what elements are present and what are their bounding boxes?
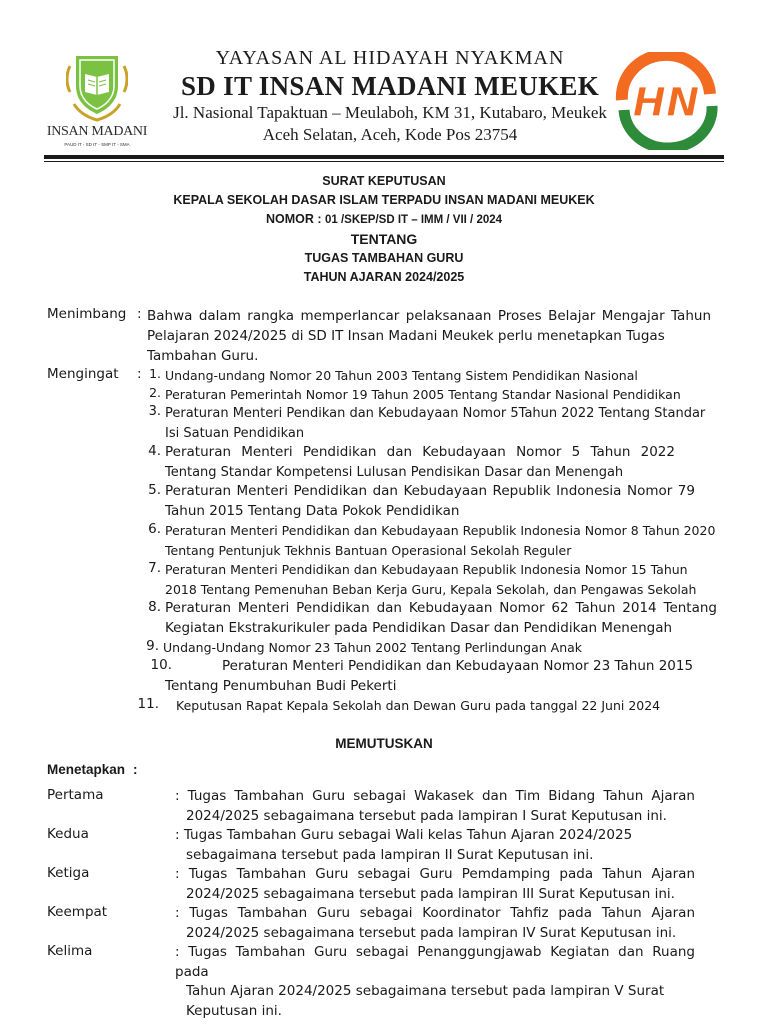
hn-logo-icon (608, 52, 724, 150)
list-item-text: Keputusan Rapat Kepala Sekolah dan Dewan Guru pada tanggal 22 Juni 2024 (176, 698, 661, 713)
list-item-number: 9. (146, 638, 159, 654)
list-item-number: 5. (148, 482, 161, 498)
decision-text: : Tugas Tambahan Guru sebagai Guru Pemdamping pada Tahun Ajaran 2024/2025 sebagaimana tersebut pada lampiran III Surat Keputusan ini. (175, 866, 695, 902)
list-item-number: 2. (149, 385, 161, 400)
list-item-text: Peraturan Menteri Pendidikan dan Kebudayaan Republik Indonesia Nomor 15 Tahun 2018 Tentang Pemenuhan Beban Kerja Guru, Kepala Sekolah, dan Pengawas Sekolah (165, 562, 697, 597)
list-item-number: 7. (148, 560, 161, 576)
letterhead-divider (44, 155, 724, 159)
list-item-text: Peraturan Menteri Pendidikan dan Kebudayaan Nomor 5 Tahun 2022 Tentang Standar Kompetensi Lulusan Pendisikan Dasar dan Menengah (165, 444, 675, 480)
letterhead (0, 0, 768, 170)
address-line-1: Jl. Nasional Tapaktuan – Meulaboh, KM 31, Kutabaro, Meukek (173, 103, 607, 122)
memutuskan-heading: MEMUTUSKAN (335, 736, 433, 751)
school-logo-left (44, 48, 156, 156)
list-item-number: 4. (148, 443, 161, 459)
nomor-value: 01 /SKEP/SD IT – IMM / VII / 2024 (324, 214, 503, 226)
menimbang-line-2: Pelajaran 2024/2025 di SD IT Insan Madani Meukek perlu menetapkan Tugas (147, 328, 665, 344)
decision-text: : Tugas Tambahan Guru sebagai Wakasek dan Tim Bidang Tahun Ajaran 2024/2025 sebagaimana tersebut pada lampiran I Surat Keputusan ini. (175, 788, 695, 824)
list-item-text: Peraturan Menteri Pendidikan dan Kebudayaan Nomor 62 Tahun 2014 Tentang Kegiatan Ekstrakurikuler pada Pendidikan Dasar dan Pendidikan Menengah (165, 600, 717, 636)
list-item-number: 6. (148, 521, 161, 537)
logo-left-text: INSAN MADANI (46, 124, 148, 139)
nomor-label: NOMOR : (265, 212, 325, 226)
address-line-2: Aceh Selatan, Aceh, Kode Pos 23754 (262, 125, 518, 144)
shield-book-icon (66, 48, 128, 122)
title-tentang: TENTANG (350, 231, 418, 247)
mengingat-label: Mengingat (47, 366, 119, 382)
list-item-text: Undang-undang Nomor 20 Tahun 2003 Tentang Sistem Pendidikan Nasional (165, 368, 638, 383)
menetapkan-label: Menetapkan : (47, 762, 138, 777)
list-item-text: Peraturan Menteri Pendidikan dan Kebudayaan Nomor 23 Tahun 2015 Tentang Penumbuhan Budi Pekerti (165, 658, 694, 694)
list-item-number: 8. (148, 599, 161, 615)
menimbang-line-1: Bahwa dalam rangka memperlancar pelaksanaan Proses Belajar Mengajar Tahun (147, 308, 711, 324)
foundation-name: YAYASAN AL HIDAYAH NYAKMAN (215, 47, 565, 69)
list-item-number: 11. (137, 696, 159, 712)
menimbang-colon: : (137, 306, 142, 322)
list-item-text: Peraturan Menteri Pendidikan dan Kebudayaan Republik Indonesia Nomor 79 Tahun 2015 Tentang Data Pokok Pendidikan (165, 483, 695, 519)
decision-label: Kelima (47, 943, 93, 959)
decision-label: Kedua (47, 826, 89, 842)
school-logo-right (608, 52, 724, 150)
list-item-text: Peraturan Pemerintah Nomor 19 Tahun 2005 Tentang Standar Nasional Pendidikan (165, 387, 681, 402)
title-line-1: SURAT KEPUTUSAN (322, 174, 446, 188)
decision-label: Ketiga (47, 865, 90, 881)
list-item-text: Peraturan Menteri Pendikan dan Kebudayaan Nomor 5Tahun 2022 Tentang Standar Isi Satuan Pendidikan (165, 406, 706, 441)
decision-text: : Tugas Tambahan Guru sebagai Penanggungjawab Kegiatan dan Ruang pada Tahun Ajaran 2024/2025 sebagaimana tersebut pada lampiran V Surat Keputusan ini. (175, 944, 695, 1019)
decision-text: : Tugas Tambahan Guru sebagai Koordinator Tahfiz pada Tahun Ajaran 2024/2025 sebagaimana tersebut pada lampiran IV Surat Keputusan ini. (175, 905, 695, 941)
title-year: TAHUN AJARAN 2024/2025 (303, 270, 465, 284)
list-item-number: 1. (149, 366, 161, 381)
decision-label: Keempat (47, 904, 108, 920)
title-line-2: KEPALA SEKOLAH DASAR ISLAM TERPADU INSAN MADANI MEUKEK (173, 193, 595, 207)
menimbang-text (147, 306, 711, 366)
school-name: SD IT INSAN MADANI MEUKEK (180, 71, 600, 101)
letterhead-text (160, 46, 620, 146)
menimbang-line-3: Tambahan Guru. (147, 348, 259, 364)
decision-label: Pertama (47, 787, 104, 803)
menimbang-label: Menimbang (47, 306, 127, 322)
list-item-text: Peraturan Menteri Pendidikan dan Kebudayaan Republik Indonesia Nomor 8 Tahun 2020 Tentang Pentunjuk Tekhnis Bantuan Operasional Sekolah Reguler (165, 523, 716, 558)
list-item-number: 10. (150, 657, 172, 673)
list-item-text: Undang-Undang Nomor 23 Tahun 2002 Tentang Perlindungan Anak (163, 640, 583, 655)
title-subject: TUGAS TAMBAHAN GURU (304, 251, 464, 265)
mengingat-colon: : (137, 366, 142, 382)
logo-left-subtext: PAUD IT - SD IT - SMP IT - SMA (64, 142, 130, 147)
decision-text: : Tugas Tambahan Guru sebagai Wali kelas Tahun Ajaran 2024/2025 sebagaimana tersebut pada lampiran II Surat Keputusan ini. (175, 827, 633, 863)
document-title (0, 172, 768, 287)
letterhead-divider-thin (44, 161, 724, 162)
list-item-number: 3. (148, 404, 161, 419)
document-number (0, 210, 768, 230)
hn-logo-text: HN (632, 80, 700, 126)
